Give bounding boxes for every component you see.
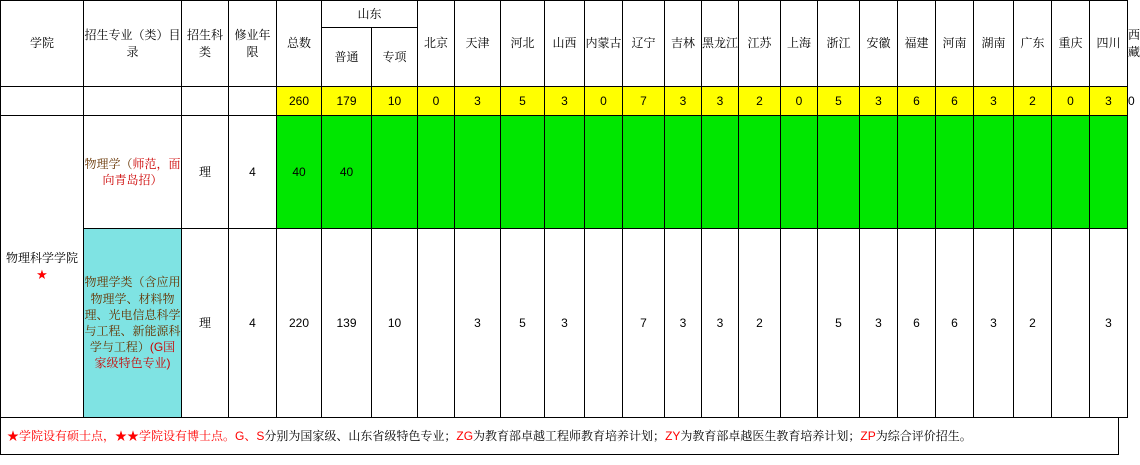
province-cell: 7 bbox=[623, 229, 665, 418]
major-note: (G国家级特色专业) bbox=[94, 340, 176, 371]
province-cell bbox=[1014, 116, 1052, 229]
summary-province-value: 0 bbox=[781, 87, 818, 116]
header-province-shanghai: 上海 bbox=[781, 1, 818, 87]
summary-province-value: 3 bbox=[702, 87, 739, 116]
major-note: 师范，面向青岛招） bbox=[102, 156, 181, 187]
table-header-row: 学院 招生专业（类）目录 招生科类 修业年限 总数 山东 北京 天津 河北 山西 内蒙古 辽宁 吉林 黑龙江 江苏 上海 浙江 安徽 福建 河南 湖南 广东 重庆 四川 西藏 bbox=[1, 1, 1128, 28]
table-row bbox=[1, 116, 1128, 229]
province-cell: 5 bbox=[501, 229, 545, 418]
total-cell: 220 bbox=[277, 229, 322, 418]
province-cell: 2 bbox=[1014, 229, 1052, 418]
table-row bbox=[1, 229, 1128, 418]
header-shandong-common: 普通 bbox=[322, 28, 372, 87]
province-cell bbox=[623, 116, 665, 229]
province-cell bbox=[665, 116, 702, 229]
summary-province-value: 3 bbox=[1090, 87, 1128, 116]
major-name: 物理学（ bbox=[84, 156, 133, 171]
shandong-common-cell: 40 bbox=[322, 116, 372, 229]
province-cell bbox=[1052, 116, 1090, 229]
footnote bbox=[0, 418, 1119, 455]
province-cell bbox=[818, 116, 860, 229]
major-cell bbox=[84, 116, 182, 229]
shandong-special-cell bbox=[372, 116, 418, 229]
province-cell: 3 bbox=[702, 229, 739, 418]
summary-shandong-special: 10 bbox=[372, 87, 418, 116]
province-cell bbox=[936, 116, 974, 229]
header-category: 招生科类 bbox=[182, 1, 229, 87]
province-cell bbox=[418, 116, 455, 229]
province-cell bbox=[545, 116, 585, 229]
header-province-tianjin: 天津 bbox=[455, 1, 501, 87]
province-cell: 6 bbox=[936, 229, 974, 418]
college-name-cell bbox=[1, 116, 84, 418]
header-province-jiangsu: 江苏 bbox=[739, 1, 781, 87]
summary-province-value: 3 bbox=[860, 87, 898, 116]
master-point-star-icon: ★ bbox=[36, 266, 48, 282]
province-cell bbox=[585, 229, 623, 418]
summary-college-blank bbox=[1, 87, 84, 116]
total-cell: 40 bbox=[277, 116, 322, 229]
summary-province-value: 6 bbox=[936, 87, 974, 116]
summary-province-value: 2 bbox=[739, 87, 781, 116]
footnote-part-1: ★学院设有硕士点，★★学院设有博士点。 bbox=[7, 429, 236, 443]
years-cell: 4 bbox=[229, 229, 277, 418]
header-total: 总数 bbox=[277, 1, 322, 87]
summary-province-value: 5 bbox=[818, 87, 860, 116]
summary-province-value: 3 bbox=[974, 87, 1014, 116]
province-cell bbox=[1090, 116, 1128, 229]
province-cell: 3 bbox=[455, 229, 501, 418]
summary-total: 260 bbox=[277, 87, 322, 116]
header-province-hunan: 湖南 bbox=[974, 1, 1014, 87]
header-years: 修业年限 bbox=[229, 1, 277, 87]
college-name: 物理科学学院 bbox=[5, 250, 78, 265]
footnote-part-8: ZP bbox=[860, 429, 876, 443]
province-cell: 3 bbox=[1090, 229, 1128, 418]
summary-province-value: 2 bbox=[1014, 87, 1052, 116]
summary-row: 260 179 10 0 3 5 3 0 7 3 3 2 0 5 3 6 6 3 2 0 3 0 bbox=[1, 87, 1128, 116]
header-province-sichuan: 四川 bbox=[1090, 1, 1128, 87]
footnote-part-6: ZY bbox=[665, 429, 681, 443]
header-province-jilin: 吉林 bbox=[665, 1, 702, 87]
summary-province-value: 0 bbox=[585, 87, 623, 116]
footnote-part-2: G、S bbox=[235, 429, 265, 443]
province-cell bbox=[781, 116, 818, 229]
province-cell bbox=[455, 116, 501, 229]
header-province-fujian: 福建 bbox=[898, 1, 936, 87]
shandong-special-cell: 10 bbox=[372, 229, 418, 418]
province-cell: 5 bbox=[818, 229, 860, 418]
header-province-shanxi: 山西 bbox=[545, 1, 585, 87]
category-cell: 理 bbox=[182, 116, 229, 229]
province-cell: 3 bbox=[545, 229, 585, 418]
province-cell bbox=[781, 229, 818, 418]
header-province-guangdong: 广东 bbox=[1014, 1, 1052, 87]
summary-province-value: 0 bbox=[1052, 87, 1090, 116]
summary-years-blank bbox=[229, 87, 277, 116]
summary-province-value: 3 bbox=[545, 87, 585, 116]
province-cell bbox=[418, 229, 455, 418]
header-province-anhui: 安徽 bbox=[860, 1, 898, 87]
header-province-heilongjiang: 黑龙江 bbox=[702, 1, 739, 87]
summary-province-value: 7 bbox=[623, 87, 665, 116]
summary-shandong-common: 179 bbox=[322, 87, 372, 116]
province-cell bbox=[702, 116, 739, 229]
footnote-part-4: ZG bbox=[456, 429, 474, 443]
header-province-zhejiang: 浙江 bbox=[818, 1, 860, 87]
province-cell bbox=[974, 116, 1014, 229]
footnote-part-3: 分别为国家级、山东省级特色专业； bbox=[264, 429, 457, 443]
province-cell: 3 bbox=[665, 229, 702, 418]
header-province-henan: 河南 bbox=[936, 1, 974, 87]
summary-province-value: 3 bbox=[665, 87, 702, 116]
province-cell bbox=[585, 116, 623, 229]
province-cell bbox=[1052, 229, 1090, 418]
province-cell: 3 bbox=[860, 229, 898, 418]
header-province-beijing: 北京 bbox=[418, 1, 455, 87]
header-province-liaoning: 辽宁 bbox=[623, 1, 665, 87]
header-college: 学院 bbox=[1, 1, 84, 87]
summary-province-value: 0 bbox=[418, 87, 455, 116]
header-province-chongqing: 重庆 bbox=[1052, 1, 1090, 87]
province-cell: 2 bbox=[739, 229, 781, 418]
footnote-part-5: 为教育部卓越工程师教育培养计划； bbox=[473, 429, 666, 443]
summary-category-blank bbox=[182, 87, 229, 116]
header-province-neimenggu: 内蒙古 bbox=[585, 1, 623, 87]
footnote-part-9: 为综合评价招生。 bbox=[875, 429, 972, 443]
major-cell bbox=[84, 229, 182, 418]
province-cell bbox=[501, 116, 545, 229]
category-cell: 理 bbox=[182, 229, 229, 418]
summary-major-blank bbox=[84, 87, 182, 116]
header-province-hebei: 河北 bbox=[501, 1, 545, 87]
summary-province-value: 3 bbox=[455, 87, 501, 116]
province-cell bbox=[860, 116, 898, 229]
header-major: 招生专业（类）目录 bbox=[84, 1, 182, 87]
province-cell: 6 bbox=[898, 229, 936, 418]
footnote-part-7: 为教育部卓越医生教育培养计划； bbox=[680, 429, 861, 443]
province-cell: 3 bbox=[974, 229, 1014, 418]
years-cell: 4 bbox=[229, 116, 277, 229]
header-group-shandong: 山东 bbox=[322, 1, 418, 28]
header-shandong-special: 专项 bbox=[372, 28, 418, 87]
shandong-common-cell: 139 bbox=[322, 229, 372, 418]
major-name: 物理学类（含应用物理学、材料物理、光电信息科学与工程、新能源科学与工程） bbox=[84, 275, 181, 355]
summary-province-value: 5 bbox=[501, 87, 545, 116]
summary-province-value: 6 bbox=[898, 87, 936, 116]
province-cell bbox=[739, 116, 781, 229]
province-cell bbox=[898, 116, 936, 229]
